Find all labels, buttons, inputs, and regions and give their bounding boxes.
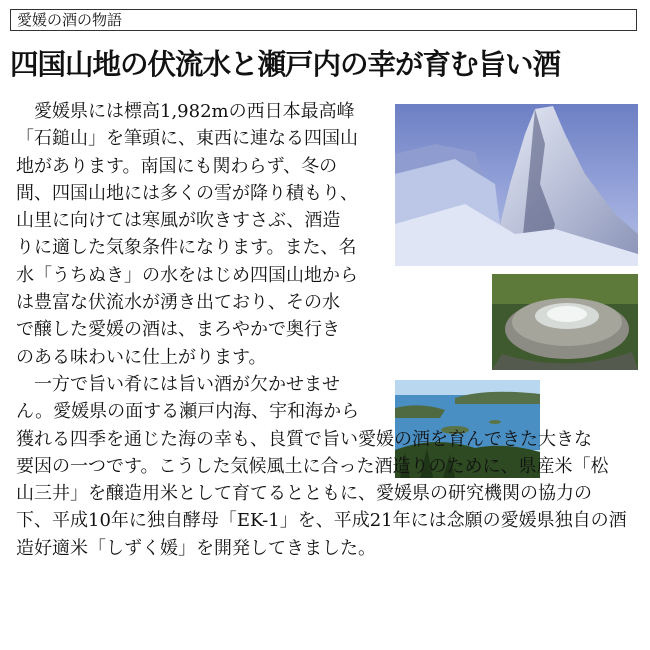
body-line: 造好適米「しずく媛」を開発してきました。 <box>16 537 376 559</box>
body-line: 山里に向けては寒風が吹きすさぶ、酒造 <box>16 210 341 232</box>
body-line: は豊富な伏流水が湧き出ており、その水 <box>16 292 340 314</box>
body-line: 下、平成10年に独自酵母「EK-1」を、平成21年には念願の愛媛県独自の酒 <box>16 510 627 532</box>
body-line: ん。愛媛県の面する瀬戸内海、宇和海から <box>16 401 360 423</box>
body-line: 山三井」を醸造用米として育てるとともに、愛媛県の研究機関の協力の <box>16 483 592 505</box>
body-line: りに適した気象条件になります。また、名 <box>16 237 357 259</box>
body-line: 獲れる四季を通じた海の幸も、良質で旨い愛媛の酒を育んできた大きな <box>16 428 592 450</box>
body-line: 愛媛県には標高1,982mの西日本最高峰 <box>16 101 355 122</box>
body-line: 要因の一つです。こうした気候風土に合った酒造りのために、県産米「松 <box>16 455 609 477</box>
body-line: 水「うちぬき」の水をはじめ四国山地から <box>16 264 358 286</box>
body-line: 地があります。南国にも関わらず、冬の <box>16 155 338 177</box>
body-line: 「石鎚山」を筆頭に、東西に連なる四国山 <box>16 128 358 150</box>
body-line: で醸した愛媛の酒は、まろやかで奥行き <box>16 319 340 341</box>
article-body <box>16 98 627 562</box>
section-label: 愛媛の酒の物語 <box>10 9 637 31</box>
body-line: 一方で旨い肴には旨い酒が欠かせませ <box>16 373 340 395</box>
article-headline: 四国山地の伏流水と瀬戸内の幸が育む旨い酒 <box>10 48 561 81</box>
body-line: 間、四国山地には多くの雪が降り積もり、 <box>16 182 358 204</box>
body-line: のある味わいに仕上がります。 <box>16 346 267 368</box>
